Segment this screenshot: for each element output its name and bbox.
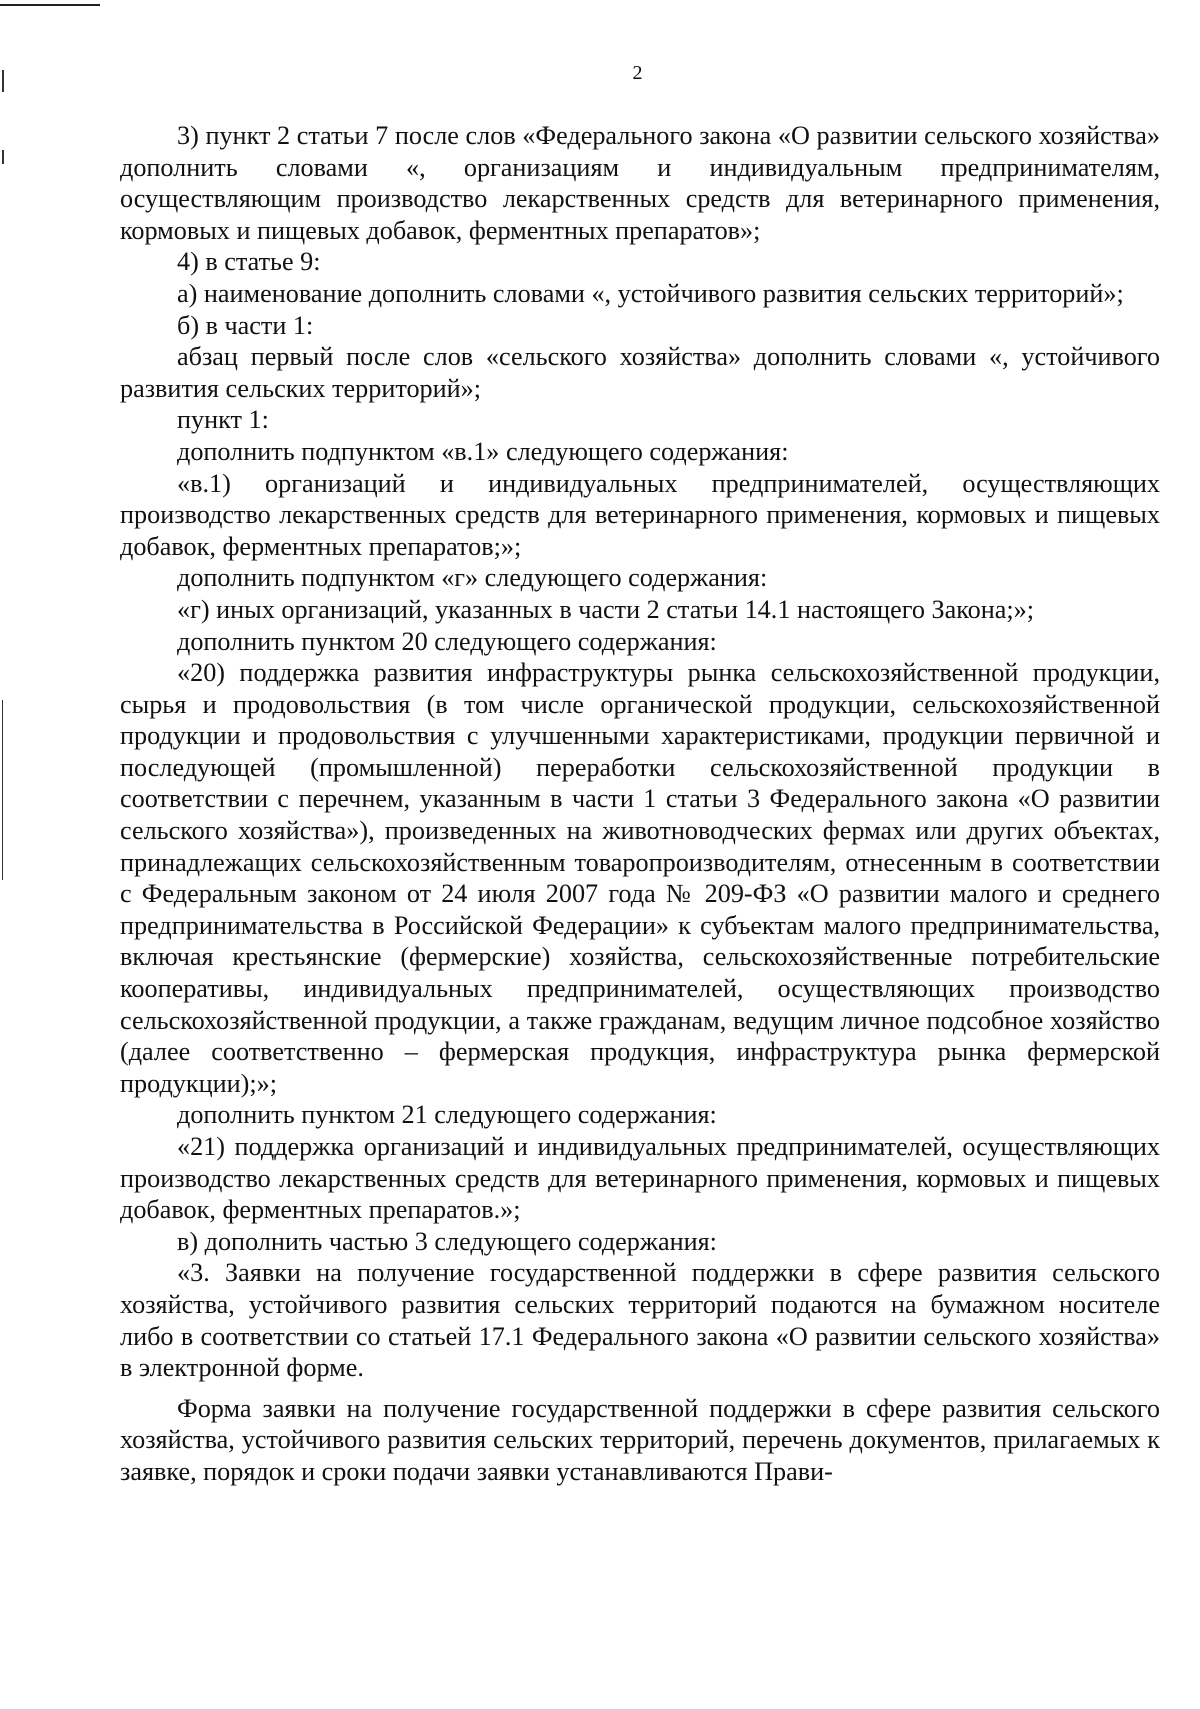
paragraph: дополнить пунктом 21 следующего содержания:	[177, 1100, 717, 1130]
paragraph: в) дополнить частью 3 следующего содержания:	[177, 1226, 717, 1256]
paragraph: а) наименование дополнить словами «, устойчивого развития сельских территорий»;	[177, 278, 1124, 308]
scan-margin-mark	[2, 150, 4, 164]
paragraph: абзац первый после слов «сельского хозяйства» дополнить словами «, устойчивого развития сельских территорий»;	[120, 342, 1160, 403]
paragraph: Форма заявки на получение государственной поддержки в сфере развития сельского хозяйства, устойчивого развития сельских территорий, перечень документов, прилагаемых к заявке, порядок и сроки подачи заявки устанавливаются Прави-	[120, 1393, 1160, 1486]
paragraph: дополнить подпунктом «г» следующего содержания:	[177, 563, 768, 593]
paragraph: дополнить подпунктом «в.1» следующего содержания:	[177, 436, 789, 466]
paragraph: «в.1) организаций и индивидуальных предпринимателей, осуществляющих производство лекарственных средств для ветеринарного применения, кормовых и пищевых добавок, ферментных препаратов;»;	[120, 468, 1160, 561]
paragraph: «20) поддержка развития инфраструктуры рынка сельскохозяйственной продукции, сырья и продовольствия (в том числе органической продукции, сельскохозяйственной продукции и продовольствия с улучшенными характеристиками, продукции первичной и последующей (промышленной) переработки сельскохозяйственной продукции в соответствии с перечнем, указанным в части 1 статьи 3 Федерального закона «О развитии сельского хозяйства»), произведенных на животноводческих фермах или других объектах, принадлежащих сельскохозяйственным товаропроизводителям, отнесенным в соответствии с Федеральным законом от 24 июля 2007 года № 209-ФЗ «О развитии малого и среднего предпринимательства в Российской Федерации» к субъектам малого предпринимательства, включая крестьянские (фермерские) хозяйства, сельскохозяйственные потребительские кооперативы, индивидуальных предпринимателей, осуществляющих производство сельскохозяйственной продукции, а также гражданам, ведущим личное подсобное хозяйство (далее соответственно – фермерская продукция, инфраструктура рынка фермерской продукции);»;	[120, 658, 1160, 1098]
scan-edge-line	[0, 4, 100, 6]
page-number: 2	[632, 62, 643, 84]
paragraph: б) в части 1:	[177, 310, 314, 340]
paragraph: пункт 1:	[177, 405, 269, 435]
paragraph: дополнить пунктом 20 следующего содержания:	[177, 626, 717, 656]
paragraph: «3. Заявки на получение государственной поддержки в сфере развития сельского хозяйства, устойчивого развития сельских территорий подаются на бумажном носителе либо в соответствии со статьей 17.1 Федерального закона «О развитии сельского хозяйства» в электронной форме.	[120, 1258, 1160, 1383]
paragraph: 3) пункт 2 статьи 7 после слов «Федерального закона «О развитии сельского хозяйства» дополнить словами «, организациям и индивидуальным предпринимателям, осуществляющим производство лекарственных средств для ветеринарного применения, кормовых и пищевых добавок, ферментных препаратов»;	[120, 121, 1160, 245]
scan-margin-mark	[2, 700, 3, 880]
document-body	[120, 120, 1160, 1488]
paragraph: 4) в статье 9:	[177, 247, 321, 277]
paragraph: «г) иных организаций, указанных в части 2 статьи 14.1 настоящего Закона;»;	[177, 594, 1034, 624]
paragraph: «21) поддержка организаций и индивидуальных предпринимателей, осуществляющих производство лекарственных средств для ветеринарного применения, кормовых и пищевых добавок, ферментных препаратов.»;	[120, 1132, 1160, 1225]
